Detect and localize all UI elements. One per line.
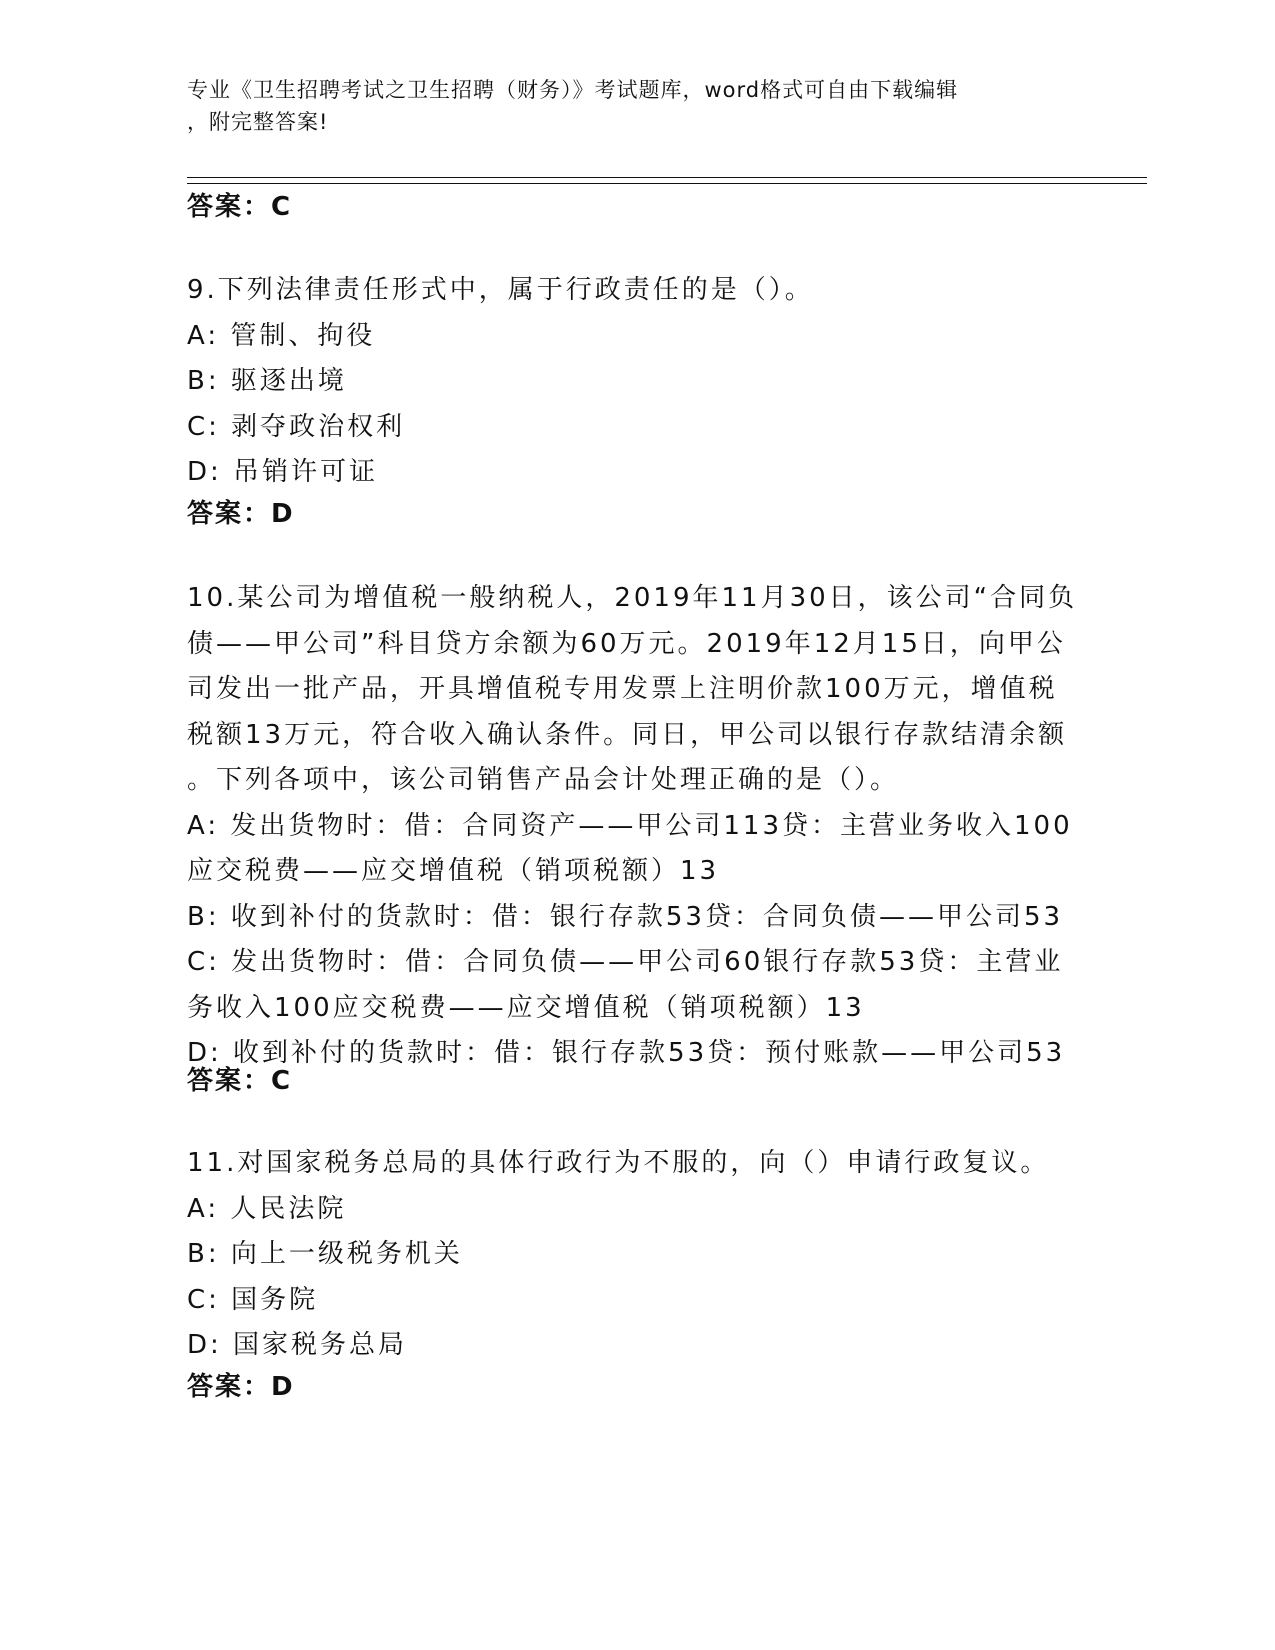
question-10-option-a: A: 发出货物时：借：合同资产——甲公司113贷：主营业务收入100 bbox=[187, 810, 1073, 841]
document-header bbox=[187, 74, 1067, 138]
header-line-1: 专业《卫生招聘考试之卫生招聘（财务）》考试题库，word格式可自由下载编辑 bbox=[187, 78, 959, 102]
question-9-stem: 9.下列法律责任形式中，属于行政责任的是（）。 bbox=[187, 275, 814, 305]
question-11 bbox=[187, 1141, 1087, 1369]
question-10 bbox=[187, 576, 1087, 1077]
question-10-stem-line: 债——甲公司”科目贷方余额为60万元。2019年12月15日，向甲公 bbox=[187, 628, 1066, 659]
question-9-option-a: A: 管制、拘役 bbox=[187, 320, 376, 351]
question-10-stem-line: 司发出一批产品，开具增值税专用发票上注明价款100万元，增值税 bbox=[187, 674, 1058, 704]
question-11-option-d: D: 国家税务总局 bbox=[187, 1330, 408, 1360]
header-line-2: ，附完整答案! bbox=[187, 110, 329, 134]
question-9-option-b: B: 驱逐出境 bbox=[187, 366, 347, 396]
question-10-option-d: D: 收到补付的货款时：借：银行存款53贷：预付账款——甲公司53 bbox=[187, 1038, 1066, 1068]
question-11-option-a: A: 人民法院 bbox=[187, 1193, 347, 1224]
question-11-answer: 答案：D bbox=[187, 1372, 295, 1402]
question-9-option-c: C: 剥夺政治权利 bbox=[187, 411, 406, 442]
question-9-answer: 答案：D bbox=[187, 499, 295, 529]
question-11-option-b: B: 向上一级税务机关 bbox=[187, 1239, 463, 1269]
question-9-option-d: D: 吊销许可证 bbox=[187, 457, 379, 487]
answer-previous: 答案：C bbox=[187, 192, 293, 222]
question-11-option-c: C: 国务院 bbox=[187, 1284, 319, 1315]
question-10-stem-line: 税额13万元，符合收入确认条件。同日，甲公司以银行存款结清余额 bbox=[187, 719, 1068, 750]
question-10-stem-line: 。下列各项中，该公司销售产品会计处理正确的是（）。 bbox=[187, 765, 900, 795]
question-10-option-b: B: 收到补付的货款时：借：银行存款53贷：合同负债——甲公司53 bbox=[187, 901, 1064, 932]
question-11-stem: 11.对国家税务总局的具体行政行为不服的，向（）申请行政复议。 bbox=[187, 1148, 1050, 1178]
question-10-stem-line: 10.某公司为增值税一般纳税人，2019年11月30日，该公司“合同负 bbox=[187, 583, 1078, 613]
question-10-answer: 答案：C bbox=[187, 1066, 293, 1096]
question-10-option-c: C: 发出货物时：借：合同负债——甲公司60银行存款53贷：主营业 bbox=[187, 947, 1064, 977]
question-9 bbox=[187, 268, 1087, 496]
question-10-option-c-cont: 务收入100应交税费——应交增值税（销项税额）13 bbox=[187, 992, 865, 1023]
question-10-option-a-cont: 应交税费——应交增值税（销项税额）13 bbox=[187, 856, 720, 886]
header-divider bbox=[187, 177, 1147, 184]
